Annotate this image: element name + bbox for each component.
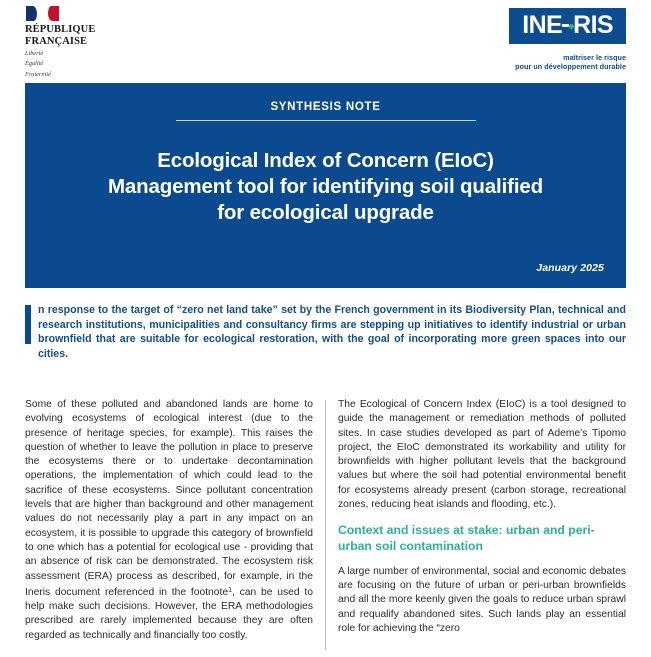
intro-drop-cap-bar — [25, 305, 31, 344]
synthesis-note-underline — [176, 120, 476, 121]
ineris-dash-mark — [562, 24, 569, 27]
page-title-line-3: for ecological upgrade — [217, 201, 434, 224]
ineris-logo — [509, 8, 626, 44]
intro-paragraph-text: n response to the target of “zero net land take” set by the French government in its Biodiversity Plan, technical and research institutions, municipalities and consultancy firms are stepping up initiatives to identify industrial or urban brownfield that are suitable for ecological restoration, with the goal of incorporating more green spaces into our cities. — [38, 304, 626, 360]
motto-egalite: Égalité — [25, 60, 44, 68]
publication-date: January 2025 — [536, 262, 604, 274]
intro-paragraph-block — [25, 303, 626, 361]
left-paragraph-text-after-footnote: , can be used to help make such decisions. However, the ERA methodologies prescribed are rarely implemented because they are often regarded as technically and financially too costly. — [25, 586, 313, 641]
right-column-paragraph-2: A large number of environmental, social and economic debates are focusing on the future of urban or peri-urban brownfields and all the more keenly given the goals to reduce urban sprawl and requalify abandoned sites. Such lands play an essential role for achieving the “zero — [338, 565, 626, 634]
synthesis-note-block — [25, 83, 626, 121]
page-title-line-2: Management tool for identifying soil qualified — [107, 175, 543, 198]
ineris-tagline-line-2: pour un développement durable — [515, 62, 626, 72]
motto-liberte: Liberté — [25, 50, 44, 57]
ineris-tagline — [426, 53, 626, 72]
flag-white-stripe — [37, 6, 48, 21]
body-columns — [25, 398, 626, 657]
left-column — [25, 398, 313, 657]
flag-red-stripe — [48, 6, 59, 21]
ineris-tagline-line-1: maîtriser le risque — [563, 53, 626, 62]
ineris-word-part-2: RIS — [573, 11, 613, 39]
page-title-line-1: Ecological Index of Concern (EIoC) — [157, 149, 494, 172]
right-column — [338, 398, 626, 657]
republique-line-1: RÉPUBLIQUE — [25, 24, 96, 35]
footnote-marker: 1 — [228, 586, 233, 594]
ineris-branding — [426, 8, 626, 72]
left-column-paragraph-1 — [25, 398, 313, 643]
motto-fraternite: Fraternité — [25, 70, 51, 78]
left-paragraph-text-before-footnote: Some of these polluted and abandoned lands are home to evolving ecosystems of ecological interest (due to the presence of heritage species, for example). This raises the question of whether to leave the pollution in place to preserve the ecosystems there or to undertake decontamination operations, the implementation of which could lead to the sacrifice of these ecosystems. Since pollutant concentration levels that are higher than background and other management values do not necessarily play a part in any impact on an ecosystem, it is possible to upgrade this category of brownfield to one which has a potential for ecological use - providing that an absence of risk can be demonstrated. The ecosystem risk assessment (ERA) process as described, for example, in the Ineris document referenced in the footnote — [25, 399, 313, 598]
flag-blue-stripe — [26, 6, 37, 21]
republique-francaise-logo — [25, 6, 155, 78]
page-title — [25, 148, 626, 226]
column-divider — [325, 400, 326, 650]
french-flag-icon — [26, 6, 59, 21]
right-column-paragraph-1: The Ecological of Concern Index (EIoC) is a tool designed to guide the management or remediation methods of polluted sites. In case studies developed as part of Ademe’s Tipomo project, the EIoC demonstrated its workability and utility for brownfields with higher pollutant levels that the background values but where the soil had potential environmental benefit for ecosystems already present (carbon storage, recreational zones, reducing heat islands and flooding, etc.). — [338, 399, 626, 511]
section-heading-context: Context and issues at stake: urban and peri-urban soil contamination — [338, 523, 595, 553]
republique-line-2: FRANÇAISE — [25, 35, 88, 47]
ineris-word-part-1: INE — [522, 11, 563, 39]
synthesis-note-label: SYNTHESIS NOTE — [270, 101, 381, 113]
document-header — [0, 0, 651, 80]
title-banner — [25, 83, 626, 288]
